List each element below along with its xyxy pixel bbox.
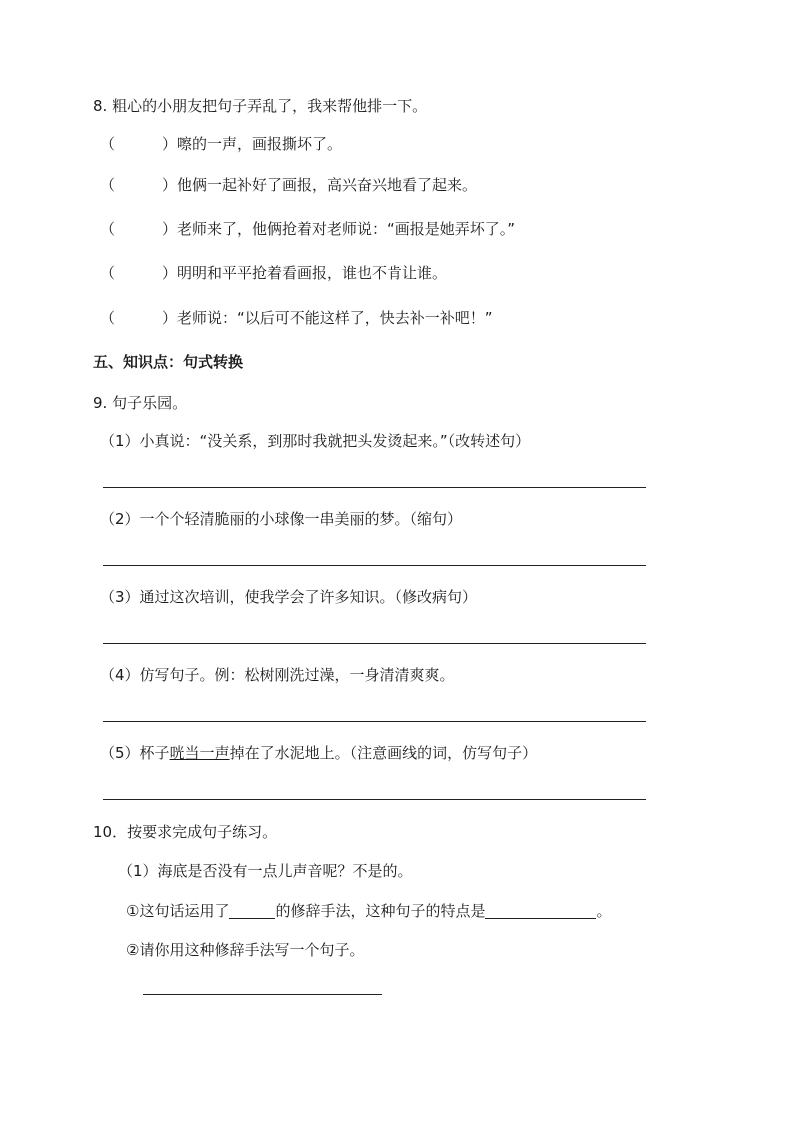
ordering-blank-open[interactable]: （ [100,220,116,238]
answer-line-5[interactable] [103,799,646,800]
ordering-item-text: 老师来了，他俩抢着对老师说：“画报是她弄坏了。” [177,220,516,238]
rhetoric-question-2: ②请你用这种修辞手法写一个句子。 [126,941,365,959]
answer-line-6[interactable] [143,994,382,995]
section-heading: 五、知识点：句式转换 [93,353,244,371]
question-9-title: 9. 句子乐园。 [93,394,188,412]
underlined-phrase: 咣当一声 [169,744,230,762]
part1-text-a: ①这句话运用了 [126,902,230,920]
sentence-task-2: （2）一个个轻清脆丽的小球像一串美丽的梦。（缩句） [100,510,463,528]
ordering-blank-close: ） [162,176,178,194]
ordering-item-1 [100,134,342,154]
part1-text-c: 。 [596,902,612,920]
part1-text-b: 的修辞手法，这种句子的特点是 [275,902,486,920]
ordering-blank-close: ） [162,220,178,238]
rhetoric-question-1 [126,901,611,921]
ordering-item-3 [100,219,515,239]
sentence-task-1: （1）小真说：“没关系，到那时我就把头发烫起来。”（改转述句） [100,432,531,450]
ordering-blank-close: ） [162,309,178,327]
ordering-item-2 [100,175,477,195]
ordering-item-text: 老师说：“以后可不能这样了，快去补一补吧！” [177,309,493,327]
ordering-item-text: 明明和平平抢着看画报，谁也不肯让谁。 [177,264,448,282]
ordering-blank-close: ） [162,264,178,282]
ordering-item-text: 嚓的一声，画报撕坏了。 [177,135,343,153]
question-10-title: 10．按要求完成句子练习。 [93,823,278,841]
ordering-item-text: 他俩一起补好了画报，高兴奋兴地看了起来。 [177,176,478,194]
ordering-blank-close: ） [162,135,178,153]
answer-line-3[interactable] [103,643,646,644]
answer-line-2[interactable] [103,565,646,566]
ordering-blank-open[interactable]: （ [100,176,116,194]
ordering-item-5 [100,308,493,328]
ordering-blank-open[interactable]: （ [100,135,116,153]
task-5-suffix: 掉在了水泥地上。（注意画线的词，仿写句子） [229,744,538,762]
ordering-item-4 [100,263,447,283]
sentence-task-3: （3）通过这次培训，使我学会了许多知识。（修改病句） [100,588,478,606]
task-5-prefix: （5）杯子 [100,744,170,762]
feature-blank[interactable] [485,902,596,919]
sentence-task-4: （4）仿写句子。例：松树刚洗过澡，一身清清爽爽。 [100,666,455,684]
answer-line-4[interactable] [103,721,646,722]
sentence-task-5 [100,743,537,763]
answer-line-1[interactable] [103,487,646,488]
ordering-blank-open[interactable]: （ [100,309,116,327]
question-8-title: 8. 粗心的小朋友把句子弄乱了，我来帮他排一下。 [93,97,428,115]
rhetoric-blank[interactable] [229,902,275,919]
question-10-sub1: （1）海底是否没有一点儿声音呢？不是的。 [118,862,413,880]
ordering-blank-open[interactable]: （ [100,264,116,282]
